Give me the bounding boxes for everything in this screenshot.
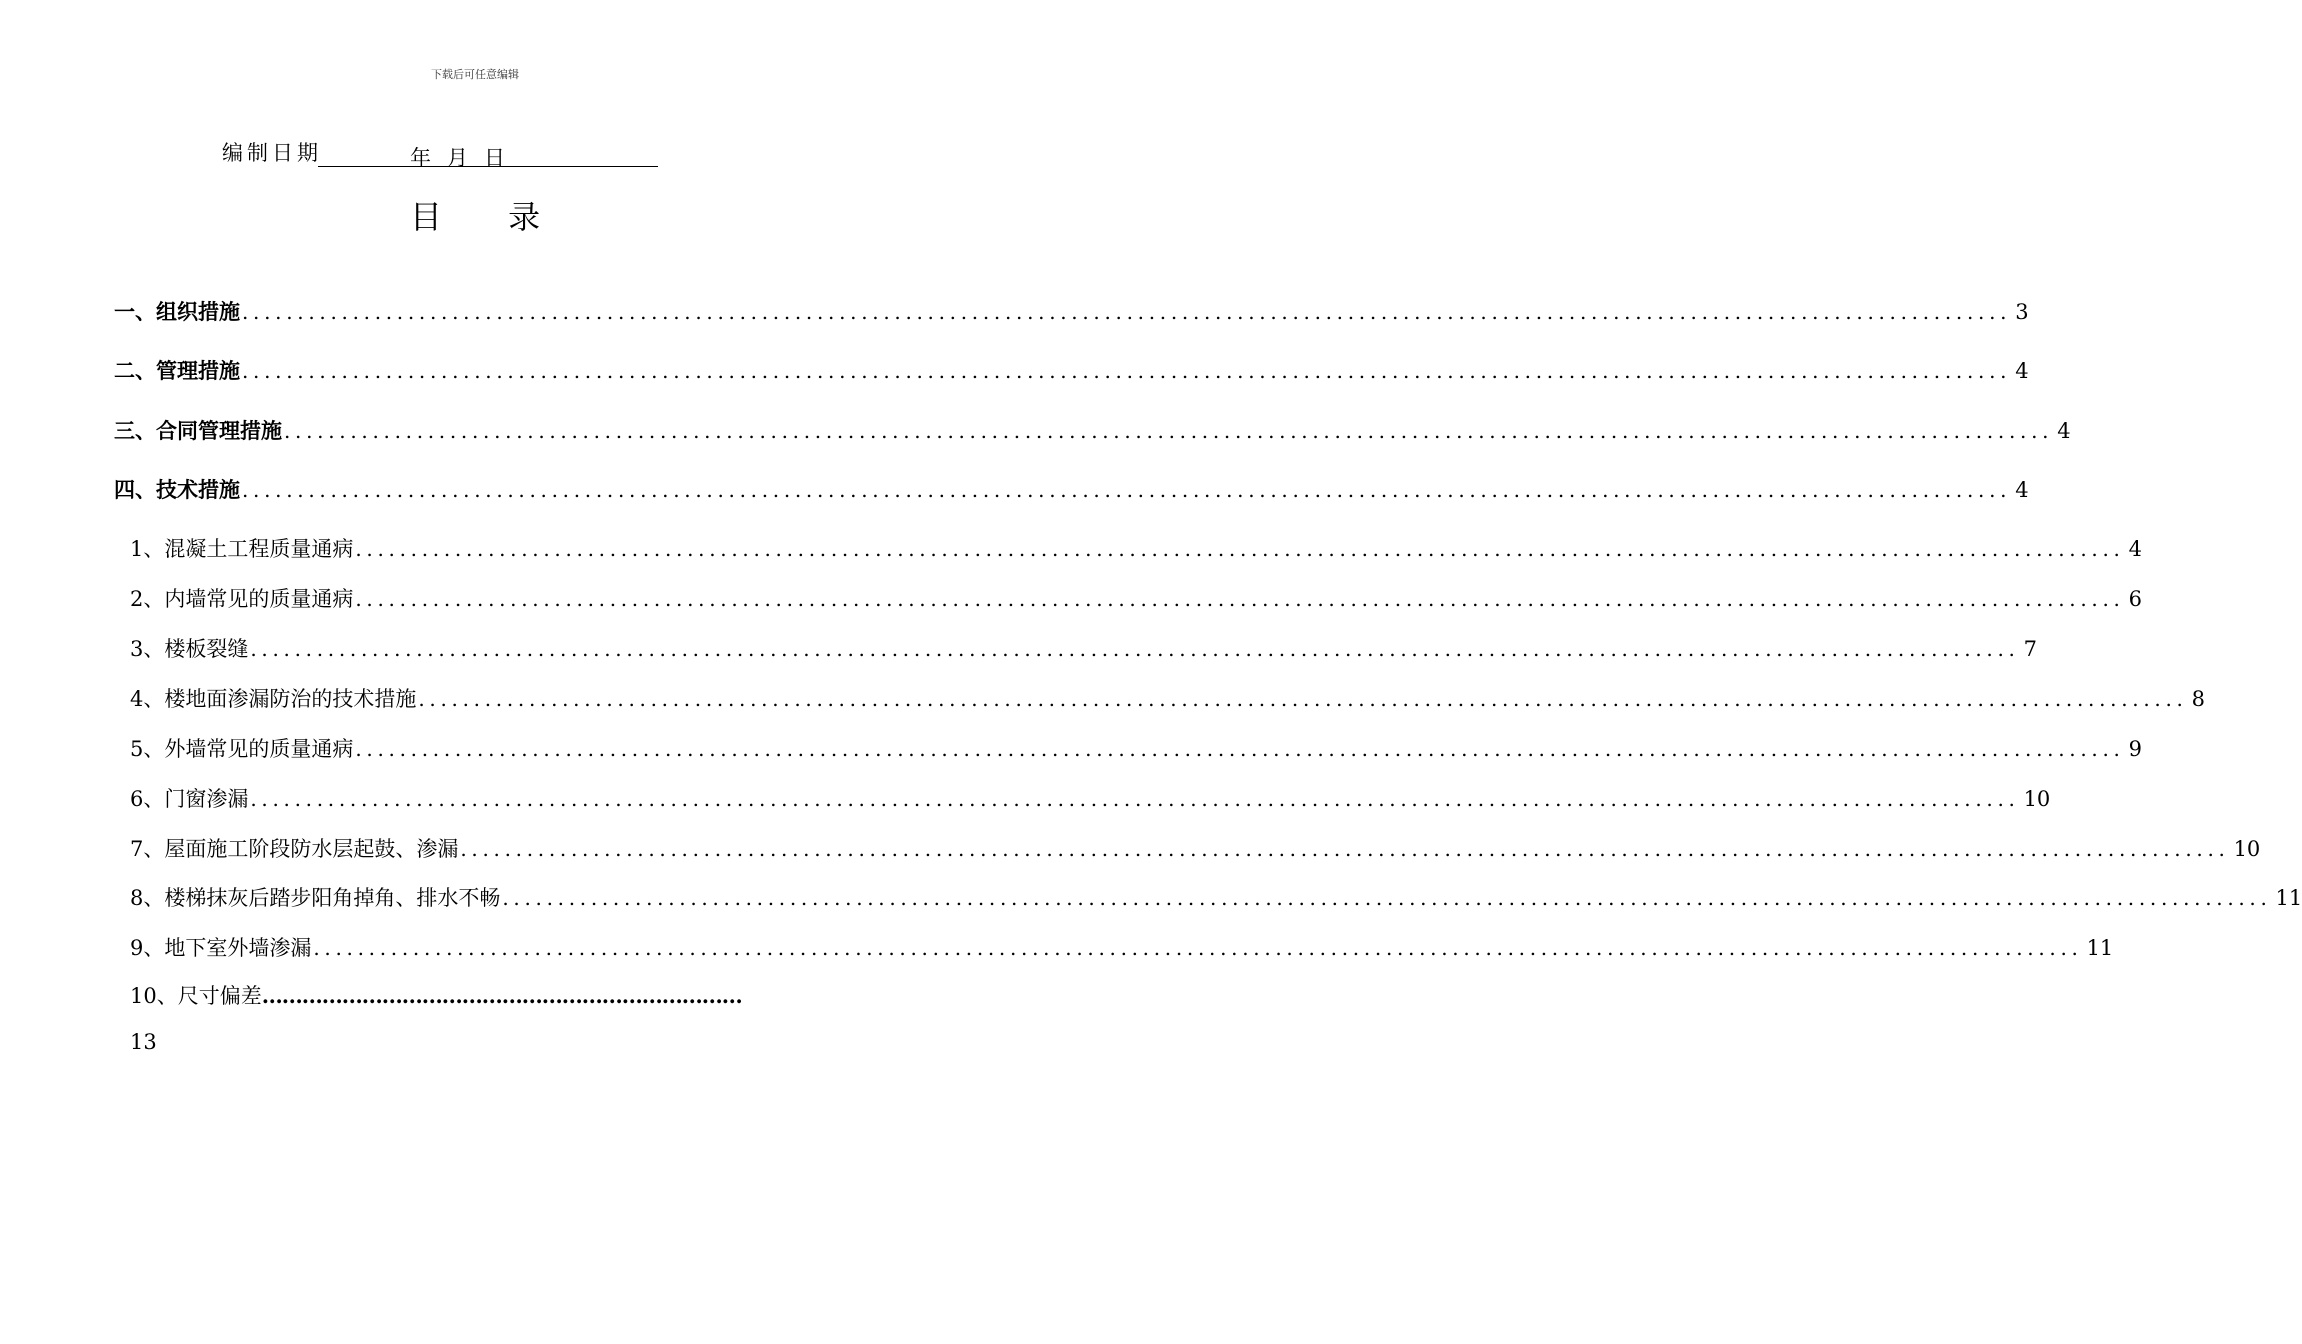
toc-entry[interactable] <box>130 633 2037 663</box>
toc-entry-page: 8 <box>2191 687 2205 711</box>
toc-entry[interactable] <box>114 415 2071 445</box>
toc-entry-page: 3 <box>2015 300 2029 324</box>
toc-entry-text: 4、楼地面渗漏防治的技术措施 <box>130 687 417 711</box>
toc-entry-page: 4 <box>2057 419 2071 443</box>
toc-entry-leader: ................................................................................................................................................................ <box>355 737 2125 761</box>
toc-entry-text: 三、合同管理措施 <box>114 419 282 443</box>
toc-entry[interactable] <box>114 474 2029 504</box>
toc-entry-page: 6 <box>2128 587 2142 611</box>
toc-entry[interactable] <box>130 932 2114 962</box>
toc-entry-text: 3、楼板裂缝 <box>130 637 249 661</box>
toc-entry-last-page: 13 <box>130 1030 157 1054</box>
toc-entry-page: 4 <box>2015 478 2029 502</box>
toc-entry-page: 4 <box>2015 359 2029 383</box>
toc-entry-leader: ................................................................................................................................................................ <box>242 478 2012 502</box>
toc-entry-leader: ................................................................................................................................................................ <box>242 300 2012 324</box>
toc-entry-leader: ................................................................................................................................................................ <box>250 637 2020 661</box>
toc-entry[interactable] <box>130 833 2261 863</box>
toc-entry[interactable] <box>114 296 2029 326</box>
toc-entry-page: 10 <box>2023 787 2051 811</box>
toc-entry[interactable] <box>130 533 2142 563</box>
toc-entry-page: 11 <box>2275 886 2302 910</box>
toc-entry-text: 9、地下室外墙渗漏 <box>130 936 312 960</box>
toc-entry[interactable] <box>130 783 2051 813</box>
compile-date-line <box>222 137 658 170</box>
toc-entry-text: 5、外墙常见的质量通病 <box>130 737 354 761</box>
toc-entry[interactable] <box>130 733 2142 763</box>
toc-entry[interactable] <box>130 882 2302 912</box>
toc-entry-leader: ................................................................................................................................................................ <box>250 787 2020 811</box>
toc-entry-text: 2、内墙常见的质量通病 <box>130 587 354 611</box>
toc-entry-page: 11 <box>2086 936 2114 960</box>
toc-entry-leader: ................................................................................................................................................................ <box>502 886 2272 910</box>
toc-entry-leader: ................................................................................................................................................................ <box>313 936 2083 960</box>
toc-title: 目 录 <box>409 198 569 236</box>
toc-entry-last[interactable] <box>130 980 742 1010</box>
toc-entry-text: 一、组织措施 <box>114 300 240 324</box>
toc-entry-text: 四、技术措施 <box>114 478 240 502</box>
toc-entry-leader: ................................................................................................................................................................ <box>418 687 2188 711</box>
toc-entry-leader: ……………………………………………………………… <box>261 983 742 1008</box>
header-note: 下载后可任意编辑 <box>431 68 519 81</box>
toc-entry-text: 10、尺寸偏差 <box>130 984 262 1008</box>
toc-entry-leader: ................................................................................................................................................................ <box>460 837 2230 861</box>
toc-entry[interactable] <box>130 683 2205 713</box>
toc-entry-page: 4 <box>2128 537 2142 561</box>
toc-entry-page: 9 <box>2128 737 2142 761</box>
day-unit: 日 <box>484 146 505 170</box>
toc-entry-text: 1、混凝土工程质量通病 <box>130 537 354 561</box>
toc-entry-text: 6、门窗渗漏 <box>130 787 249 811</box>
compile-date-label: 编制日期 <box>222 141 322 165</box>
toc-entry[interactable] <box>114 355 2029 385</box>
toc-entry-page: 7 <box>2023 637 2037 661</box>
toc-entry-text: 8、楼梯抹灰后踏步阳角掉角、排水不畅 <box>130 886 501 910</box>
toc-entry-leader: ................................................................................................................................................................ <box>242 359 2012 383</box>
toc-entry-leader: ................................................................................................................................................................ <box>284 419 2054 443</box>
date-blank <box>318 142 658 170</box>
year-unit: 年 <box>410 146 431 170</box>
toc-entry-leader: ................................................................................................................................................................ <box>355 537 2125 561</box>
month-unit: 月 <box>447 146 468 170</box>
toc-entry-text: 7、屋面施工阶段防水层起鼓、渗漏 <box>130 837 459 861</box>
toc-entry[interactable] <box>130 583 2142 613</box>
toc-entry-text: 二、管理措施 <box>114 359 240 383</box>
toc-entry-page: 10 <box>2233 837 2261 861</box>
toc-entry-leader: ................................................................................................................................................................ <box>355 587 2125 611</box>
